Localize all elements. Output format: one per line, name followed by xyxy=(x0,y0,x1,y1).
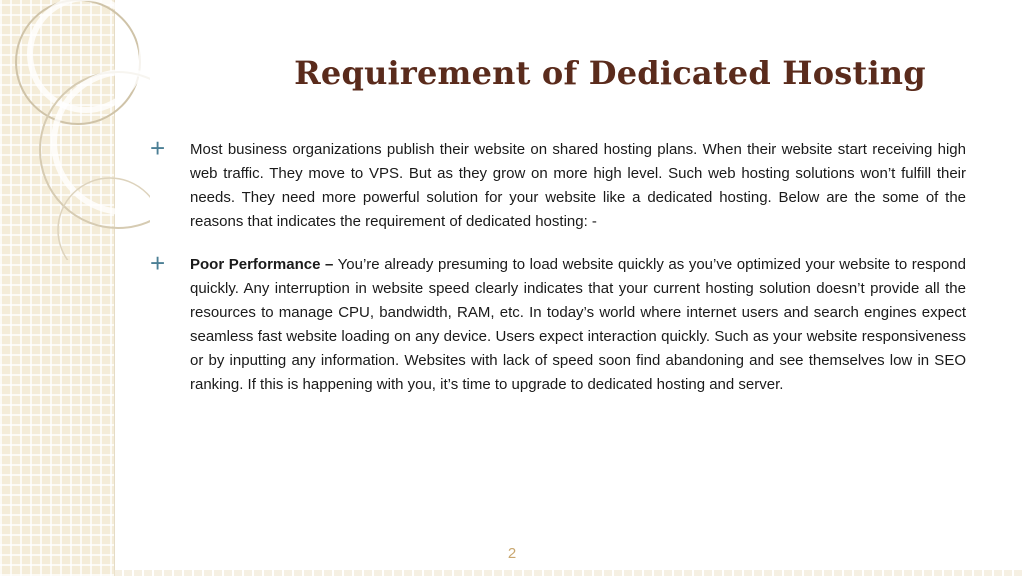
bullet-item xyxy=(150,133,966,234)
decorative-bottom-band xyxy=(114,570,1024,576)
bullet-text xyxy=(190,138,966,234)
page-number: 2 xyxy=(507,545,517,562)
decorative-side-panel xyxy=(0,0,115,576)
bullet-text xyxy=(190,253,966,397)
plus-icon: + xyxy=(150,133,166,163)
plus-icon: + xyxy=(150,248,166,278)
bullet-body: You’re already presuming to load website quickly as you’ve optimized your website to respond quickly. Any interruption in website speed clearly indicates that your current hosting solution doesn’t provide all the resources to manage CPU, bandwidth, RAM, etc. In today’s world where internet users and search engines expect seamless fast website loading on any device. Users expect interaction quickly. Such as your website responsiveness or by inputting any information. Websites with lack of speed soon find abandoning and see themselves low in SEO ranking. If this is happening with you, it’s time to upgrade to dedicated hosting and server. xyxy=(190,256,966,393)
bullet-item xyxy=(150,248,966,397)
bullet-lead: Poor Performance – xyxy=(190,256,334,273)
slide-title: Requirement of Dedicated Hosting xyxy=(294,54,926,92)
bullet-body: Most business organizations publish their website on shared hosting plans. When their website start receiving high web traffic. They move to VPS. But as they grow on more high level. Such web hosting solutions won’t fulfill their needs. They need more powerful solution for your website like a dedicated hosting. Below are the some of the reasons that indicates the requirement of dedicated hosting: - xyxy=(190,141,966,230)
decorative-circles-icon xyxy=(0,0,150,260)
bullet-list xyxy=(150,133,966,416)
